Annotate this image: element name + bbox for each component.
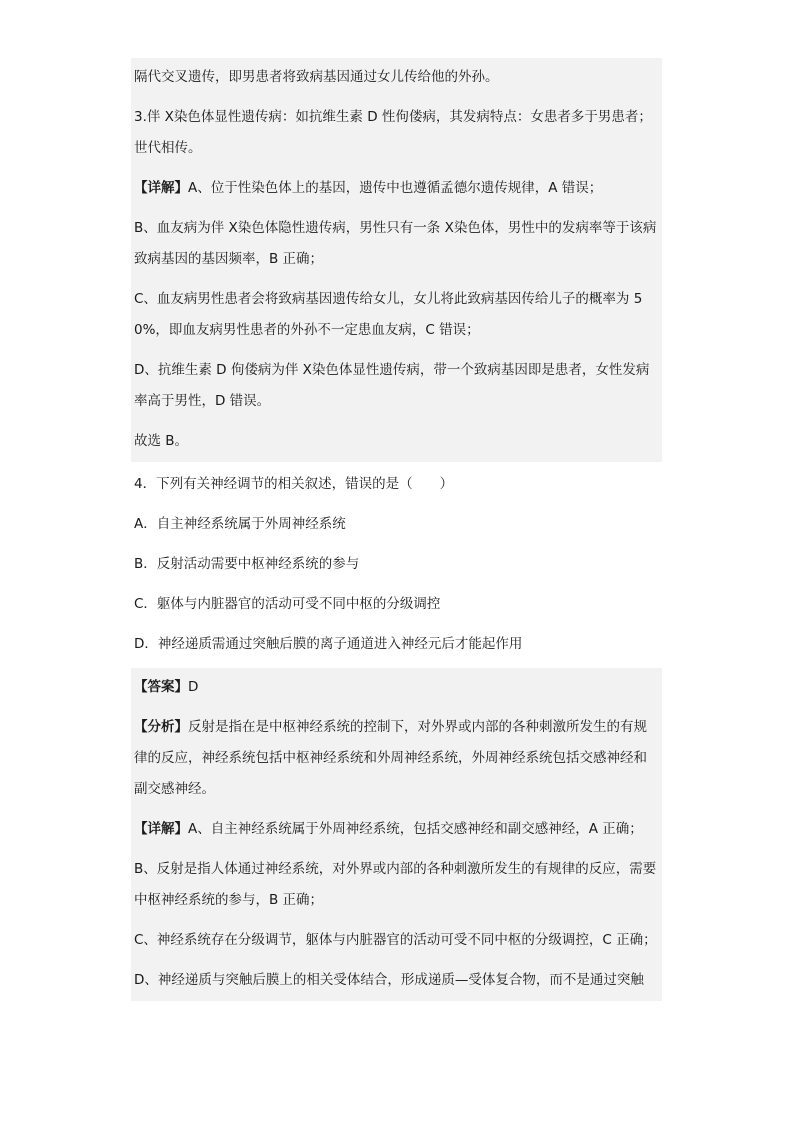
- paragraph-detail-d-q4: D、神经递质与突触后膜上的相关受体结合，形成递质—受体复合物，而不是通过突触: [134, 972, 644, 988]
- explanation-block-q4: [131, 668, 662, 1001]
- option-c: C．躯体与内脏器官的活动可受不同中枢的分级调控: [134, 596, 441, 612]
- paragraph-choice: 故选 B。: [134, 433, 189, 449]
- paragraph-detail-d: D、抗维生素 D 佝偻病为伴 X染色体显性遗传病，带一个致病基因即是患者，女性发病率高于男性，D 错误。: [134, 362, 650, 409]
- paragraph-inheritance-note: 隔代交叉遗传，即男患者将致病基因通过女儿传给他的外孙。: [134, 69, 499, 85]
- analysis-text: 反射是指在是中枢神经系统的控制下，对外界或内部的各种刺激所发生的有规律的反应，神经系统包括中枢神经系统和外周神经系统，外周神经系统包括交感神经和副交感神经。: [134, 719, 647, 797]
- paragraph-x-dominant: 3.伴 X染色体显性遗传病：如抗维生素 D 性佝偻病，其发病特点：女患者多于男患者；世代相传。: [134, 109, 652, 156]
- detail-a-q4-text: A、自主神经系统属于外周神经系统，包括交感神经和副交感神经，A 正确；: [188, 821, 643, 837]
- question-4: [131, 465, 662, 665]
- option-a: A．自主神经系统属于外周神经系统: [134, 516, 346, 532]
- paragraph-detail-b-q4: B、反射是指人体通过神经系统，对外界或内部的各种刺激所发生的有规律的反应，需要中枢神经系统的参与，B 正确；: [134, 861, 657, 908]
- paragraph-detail-a-q4: [131, 810, 662, 850]
- paragraph-detail-c-q4: C、神经系统存在分级调节，躯体与内脏器官的活动可受不同中枢的分级调控，C 正确；: [134, 932, 657, 948]
- paragraph-detail-c: C、血友病男性患者会将致病基因遗传给女儿，女儿将此致病基因传给儿子的概率为 50%，即血友病男性患者的外孙不一定患血友病，C 错误；: [134, 291, 643, 338]
- answer-tag: 【答案】: [134, 679, 188, 695]
- option-d: D．神经递质需通过突触后膜的离子通道进入神经元后才能起作用: [134, 636, 523, 652]
- question-stem: 4．下列有关神经调节的相关叙述，错误的是（ ）: [134, 476, 454, 492]
- analysis-tag: 【分析】: [134, 719, 188, 735]
- option-b: B．反射活动需要中枢神经系统的参与: [134, 556, 360, 572]
- answer-value: D: [188, 679, 199, 695]
- document-page: [131, 58, 662, 1001]
- paragraph-detail-a: [131, 169, 662, 209]
- paragraph-detail-b: B、血友病为伴 X染色体隐性遗传病，男性只有一条 X染色体，男性中的发病率等于该病致病基因的基因频率，B 正确；: [134, 220, 657, 267]
- detail-a-text: A、位于性染色体上的基因，遗传中也遵循孟德尔遗传规律，A 错误；: [188, 180, 603, 196]
- explanation-block-q3: [131, 58, 662, 462]
- detail-tag: 【详解】: [134, 180, 188, 196]
- paragraph-analysis: [131, 708, 662, 810]
- paragraph-answer: [131, 668, 662, 708]
- detail-tag-q4: 【详解】: [134, 821, 188, 837]
